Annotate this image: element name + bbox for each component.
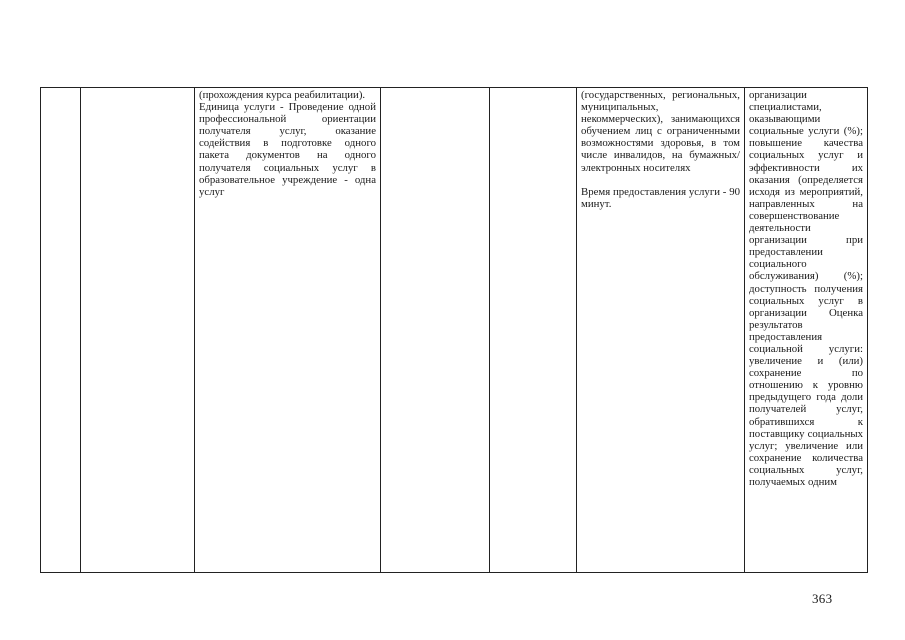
cell-norms: [381, 88, 490, 573]
cell-service-name: [81, 88, 195, 573]
cell-service-description: [195, 88, 381, 573]
cell-conditions: [577, 88, 745, 573]
description-line-2: Единица услуги - Проведение одной профессиональной ориентации получателя услуг, оказание содействия в подготовке одного пакета документов на одного получателя социальных услуг в образовательное учреждение - одна услуг: [199, 101, 376, 198]
paragraph-spacer: [581, 174, 740, 186]
conditions-paragraph-2: Время предоставления услуги - 90 минут.: [581, 185, 740, 210]
description-line-1: (прохождения курса реабилитации).: [199, 89, 366, 101]
quality-indicators-text: организации специалистами, оказывающими социальные услуги (%); повышение качества социальных услуг и эффективности их оказания (определяется исходя из мероприятий, направленных на совершенствование деятельности организации при предоставлении социального обслуживания) (%); доступность получения социальных услуг в организации Оценка результатов предоставления социальной услуги: увеличение и (или) сохранение по отношению к уровню предыдущего года доли получателей услуг, обратившихся к поставщику социальных услуг; увеличение или сохранение количества социальных услуг, получаемых одним: [749, 89, 863, 488]
cell-quality-indicators: [745, 88, 868, 573]
table-row: [41, 88, 868, 573]
cell-number: [41, 88, 81, 573]
cell-tariff: [490, 88, 577, 573]
conditions-paragraph-1: (государственных, региональных, муниципальных, некоммерческих), занимающихся обучением лиц с ограниченными возможностями здоровья, в том числе инвалидов, на бумажных/электронных носителях: [581, 89, 740, 174]
page-number: 363: [812, 591, 833, 606]
services-table: [40, 87, 868, 573]
